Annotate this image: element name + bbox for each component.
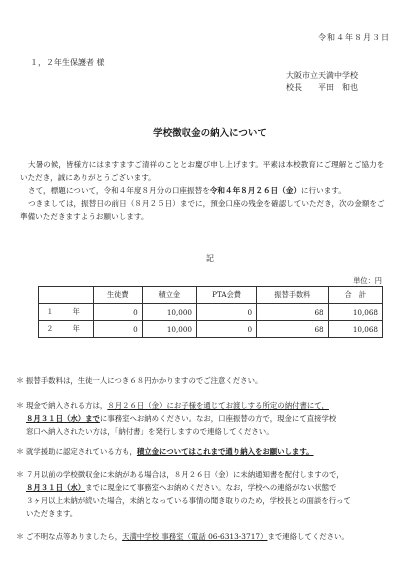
transfer-date: 令和４年８月２６日（金） <box>209 186 301 195</box>
fee-table-header-row <box>39 287 383 304</box>
grade-cell: １ 年 <box>39 304 94 321</box>
note-fee <box>16 374 263 387</box>
asterisk-mark: ＊ <box>16 376 24 385</box>
transfer-date-paragraph <box>20 184 388 197</box>
note-aid-text-b: 積立金についてはこれまで通り納入をお願いします。 <box>136 447 314 456</box>
document-title: 学校徴収金の納入について <box>153 128 267 139</box>
header-total: 合 計 <box>328 287 382 304</box>
tsumitate-cell: 10,000 <box>142 304 196 321</box>
greeting-paragraph: 大暑の候，皆様方にはますますご清祥のこととお慶び申し上げます。平素は本校教育にご理解とご協力をいただき，誠にありがとうございます。 <box>20 160 385 182</box>
grade-cell: ２ 年 <box>39 321 94 338</box>
note-arrears-deadline: ８月３１日（水） <box>26 483 86 492</box>
fee-table <box>38 286 383 338</box>
note-fee-text: 振替手数料は，生徒一人につき６８円かかりますのでご注意ください。 <box>26 376 263 385</box>
note-cash <box>16 399 337 438</box>
asterisk-mark: ＊ <box>16 401 24 410</box>
total-cell: 10,068 <box>328 304 382 321</box>
seitohi-cell: 0 <box>94 304 143 321</box>
fee-cell: 68 <box>257 321 329 338</box>
note-contact-text-c: まで連絡してください。 <box>267 532 349 541</box>
note-cash-text-b: ８月２６日（金）にお子様を通じてお渡しする所定の納付書にて， <box>107 401 329 410</box>
note-contact <box>16 530 349 543</box>
header-fee: 振替手数料 <box>257 287 329 304</box>
principal-name: 校長 平田 和也 <box>286 83 358 92</box>
total-cell: 10,068 <box>328 321 382 338</box>
school-name: 大阪市立天満中学校 <box>286 71 358 80</box>
issue-date: 令和４年８月３日 <box>318 33 390 42</box>
preparation-paragraph: つきましては，振替日の前日（８月２５日）までに，預金口座の残金を確認していただき，次の金額をご準備いただきますようお願いします。 <box>20 199 385 221</box>
unit-label: 単位：円 <box>353 276 382 285</box>
transfer-text-a: さて，標題について，令和４年度８月分の口座振替を <box>28 186 210 195</box>
asterisk-mark: ＊ <box>16 532 24 541</box>
note-cash-deadline: ８月３１日（水）まで <box>26 414 100 423</box>
note-arrears-line1: ７月以前の学校徴収金に未納がある場合は，８月２６日（金）に未納通知書を配付しますので， <box>26 470 344 479</box>
note-arrears-line3: ３ヶ月以上未納が続いた場合，未納となっている事情の聞き取りのため，学校長との面談を行って <box>26 496 351 505</box>
transfer-text-c: に行います。 <box>300 186 346 195</box>
seitohi-cell: 0 <box>94 321 143 338</box>
pta-cell: 0 <box>196 304 256 321</box>
header-grade <box>39 287 94 304</box>
asterisk-mark: ＊ <box>16 470 24 479</box>
fee-cell: 68 <box>257 304 329 321</box>
note-cash-text-d: 窓口へ納入されたい方は，「納付書」を発行しますので連絡してください。 <box>26 427 274 436</box>
asterisk-mark: ＊ <box>16 447 24 456</box>
pta-cell: 0 <box>196 321 256 338</box>
table-row <box>39 304 383 321</box>
addressee: １，２年生保護者 様 <box>30 58 105 67</box>
contact-office: 天満中学校 事務室（電話 06-6313-3717） <box>122 532 268 541</box>
note-cash-text-c: に事務室へお納めください。なお，口座振替の方で，現金にて直接学校 <box>99 414 337 423</box>
tsumitate-cell: 10,000 <box>142 321 196 338</box>
note-aid-text-a: 就学援助に認定されている方も， <box>26 447 137 456</box>
note-contact-text-a: ご不明な点等ありましたら， <box>26 532 123 541</box>
ki-marker: 記 <box>206 254 214 263</box>
header-tsumitate: 積立金 <box>142 287 196 304</box>
note-arrears-line4: いただきます。 <box>26 509 78 518</box>
note-arrears <box>16 468 351 520</box>
note-arrears-line2: までに現金にて事務室へお納めください。なお，学校への連絡がない状態で <box>85 483 337 492</box>
note-aid <box>16 445 314 458</box>
note-cash-text-a: 現金で納入される方は， <box>26 401 108 410</box>
table-row <box>39 321 383 338</box>
header-seitohi: 生徒費 <box>94 287 143 304</box>
header-pta: PTA会費 <box>196 287 256 304</box>
